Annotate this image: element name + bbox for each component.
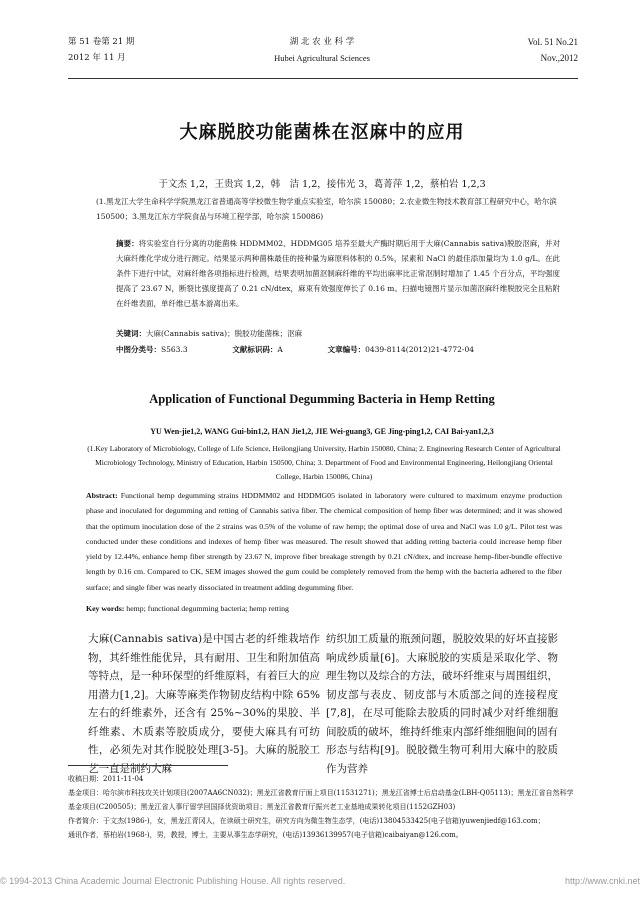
- footnote-corresponding: 通讯作者，蔡柏岩(1968-)，男，教授，博士，主要从事生态学研究，(电话)13936139957(电子信箱)caibaiyan@126.com。: [68, 831, 463, 839]
- body-column-right: 纺织加工质量的瓶颈问题，脱胶效果的好坏直接影响成纱质量[6]。大麻脱胶的实质是采取化学、物理生物以及综合的方法，破坏纤维束与周围组织，韧皮部与表皮、韧皮部与木质部之间的连接程度[7,8]，在尽可能除去胶质的同时减少对纤维细胞间胶质的破坏，维持纤维束内部纤维细胞间的固有形态与结构[9]。脱胶微生物可利用大麻中的胶质作为营养: [326, 633, 558, 775]
- article-number-label: 文章编号：: [327, 345, 366, 354]
- abstract-en-text: Functional hemp degumming strains HDDMM02 and HDDMG05 isolated in laboratory were cultured to maximum enzyme production phase and inoculated for degumming and retting of Cannabis sativa fiber. The chemical composition of hemp fiber was determined; and it was showed that the optimum inoculation dose of the 2 strains was 0.5% of the volume of raw hemp; the optimal dose of urea and NaCl was 1.0 g/L. Pilot test was conducted under these conditions and indexes of hemp fiber was measured. The result showed that adding retting bacteria could increase hemp fiber yield by 12.44%, enhance hemp fiber strength by 23.67 N, improve fiber breakage strength by 0.21 cN/dtex, and increase hemp-fiber-bundle effective length by 0.16 cm. Compared to CK, SEM images showed the gum could be completely removed from the hemp with the bacteria adhered to the fiber surface; and single fiber was nearly dissociated in treatment adding degumming fiber.: [86, 491, 563, 592]
- footnote-fund: 基金项目：哈尔滨市科技攻关计划项目(2007AA6CN032)；黑龙江省教育厅面上项目(11531271)；黑龙江省博士后启动基金(LBH-Q05113)；黑龙江省自然科学基金项目(C200505)；黑龙江省人事厅留学回国择优资助项目；黑龙江省教育厅振兴老工业基地成果转化项目(1152GZH03): [68, 789, 574, 811]
- doc-code-label: 文献标识码：: [232, 345, 278, 354]
- issue-volume: 第 51 卷第 21 期: [68, 37, 135, 47]
- header-rule: [68, 78, 578, 79]
- abstract-cn-text: 将实验室自行分离的功能菌株 HDDMM02、HDDMG05 培养至最大产酶时期后用于大麻(Cannabis sativa)脱胶沤麻，并对大麻纤维化学成分进行测定。结果显示两种菌株最佳的接种量为麻原料体积的 0.5%，尿素和 NaCl 的最佳添加量均为 1.0 g/L。在此条件下进行中试，对麻纤维各项指标进行检测，结果表明加菌沤制麻纤维的平均出麻率比正常沤制时增加了 1.45 个百分点，平均强度提高了 23.67 N，断裂比强度提高了 0.21 cN/dtex，麻束有效强度伸长了 0.16 m。扫描电镜图片显示加菌沤麻纤维脱胶完全且粘附在纤维表面，单纤维已基本游离出来。: [116, 239, 561, 308]
- date-en: Nov.,2012: [540, 53, 578, 63]
- body-column-left: 大麻(Cannabis sativa)是中国古老的纤维栽培作物，其纤维性能优异，具有耐用、卫生和附加值高等特点，是一种环保型的纤维原料，有着巨大的应用潜力[1,2]。大麻等麻类作物韧皮结构中除 65%左右的纤维素外，还含有 25%~30%的果胶、半纤维素、木质素等胶质成分，要使大麻具有可纺性，必须先对其作脱胶处理[3-5]。大麻的脱胶工艺一直是制约大麻: [88, 633, 320, 775]
- paper-title-cn: 大麻脱胶功能菌株在沤麻中的应用: [179, 122, 465, 143]
- keywords-cn-text: 大麻(Cannabis sativa)；脱胶功能菌株；沤麻: [146, 329, 303, 338]
- keywords-en-label: Key words:: [86, 604, 125, 613]
- website-link[interactable]: http://www.cnki.net: [564, 876, 640, 886]
- abstract-en-label: Abstract:: [86, 491, 118, 500]
- issue-info-en: [528, 34, 578, 66]
- article-number-value: 0439-8114(2012)21-4772-04: [365, 345, 474, 354]
- clc-label: 中图分类号：: [116, 345, 161, 354]
- keywords-en: [86, 604, 562, 613]
- clc-value: S563.3: [161, 345, 188, 354]
- classification-cn: [116, 343, 560, 357]
- copyright-notice: © 1994-2013 China Academic Journal Electronic Publishing House. All rights reserved.: [0, 876, 346, 886]
- journal-name-en: Hubei Agricultural Sciences: [274, 53, 370, 63]
- affiliation-cn: (1.黑龙江大学生命科学学院黑龙江省普通高等学校微生物学重点实验室，哈尔滨 150080；2.农业微生物技术教育部工程研究中心，哈尔滨 150500；3.黑龙江东方学院食品与环境工程学部，哈尔滨 150086): [96, 197, 557, 221]
- affiliation-en: (1.Key Laboratory of Microbiology, College of Life Science, Heilongjiang University, Harbin 150080, China; 2. Engineering Research Center of Agricultural Microbiology Technology, Ministry of Education, Harbin 150500, China; 3. Department of Food and Environmental Engineering, Heilongjiang Oriental College, Harbin 150086, China): [87, 444, 561, 481]
- footnote-rule: [68, 765, 228, 766]
- keywords-en-text: hemp; functional degumming bacteria; hemp retting: [126, 604, 289, 613]
- authors-cn: 于文杰 1,2，王贵宾 1,2，韩 洁 1,2，接伟光 3，葛菁萍 1,2，蔡柏岩 1,2,3: [158, 179, 486, 190]
- keywords-cn-label: 关键词：: [116, 329, 146, 338]
- paper-title-en: Application of Functional Degumming Bacteria in Hemp Retting: [149, 392, 495, 406]
- footnote-author: 作者简介：于文杰(1986-)，女，黑龙江青冈人，在读硕士研究生，研究方向为微生物生态学，(电话)13804533425(电子信箱)yuwenjiedf@163.com；: [68, 817, 545, 825]
- footnote-received: 收稿日期：2011-11-04: [68, 775, 144, 783]
- keywords-cn: [116, 327, 560, 341]
- abstract-en: [86, 488, 562, 595]
- doc-code-value: A: [277, 345, 283, 354]
- footnotes: [68, 772, 578, 842]
- abstract-cn: [116, 236, 560, 311]
- volume-en: Vol. 51 No.21: [527, 37, 578, 47]
- journal-name-cn: 湖 北 农 业 科 学: [289, 37, 355, 47]
- issue-date: 2012 年 11 月: [68, 53, 126, 63]
- abstract-cn-label: 摘要：: [116, 239, 139, 248]
- authors-en: YU Wen-jie1,2, WANG Gui-bin1,2, HAN Jie1,2, JIE Wei-guang3, GE Jing-ping1,2, CAI Bai-yan1,2,3: [150, 427, 494, 436]
- page-footer: [0, 872, 644, 894]
